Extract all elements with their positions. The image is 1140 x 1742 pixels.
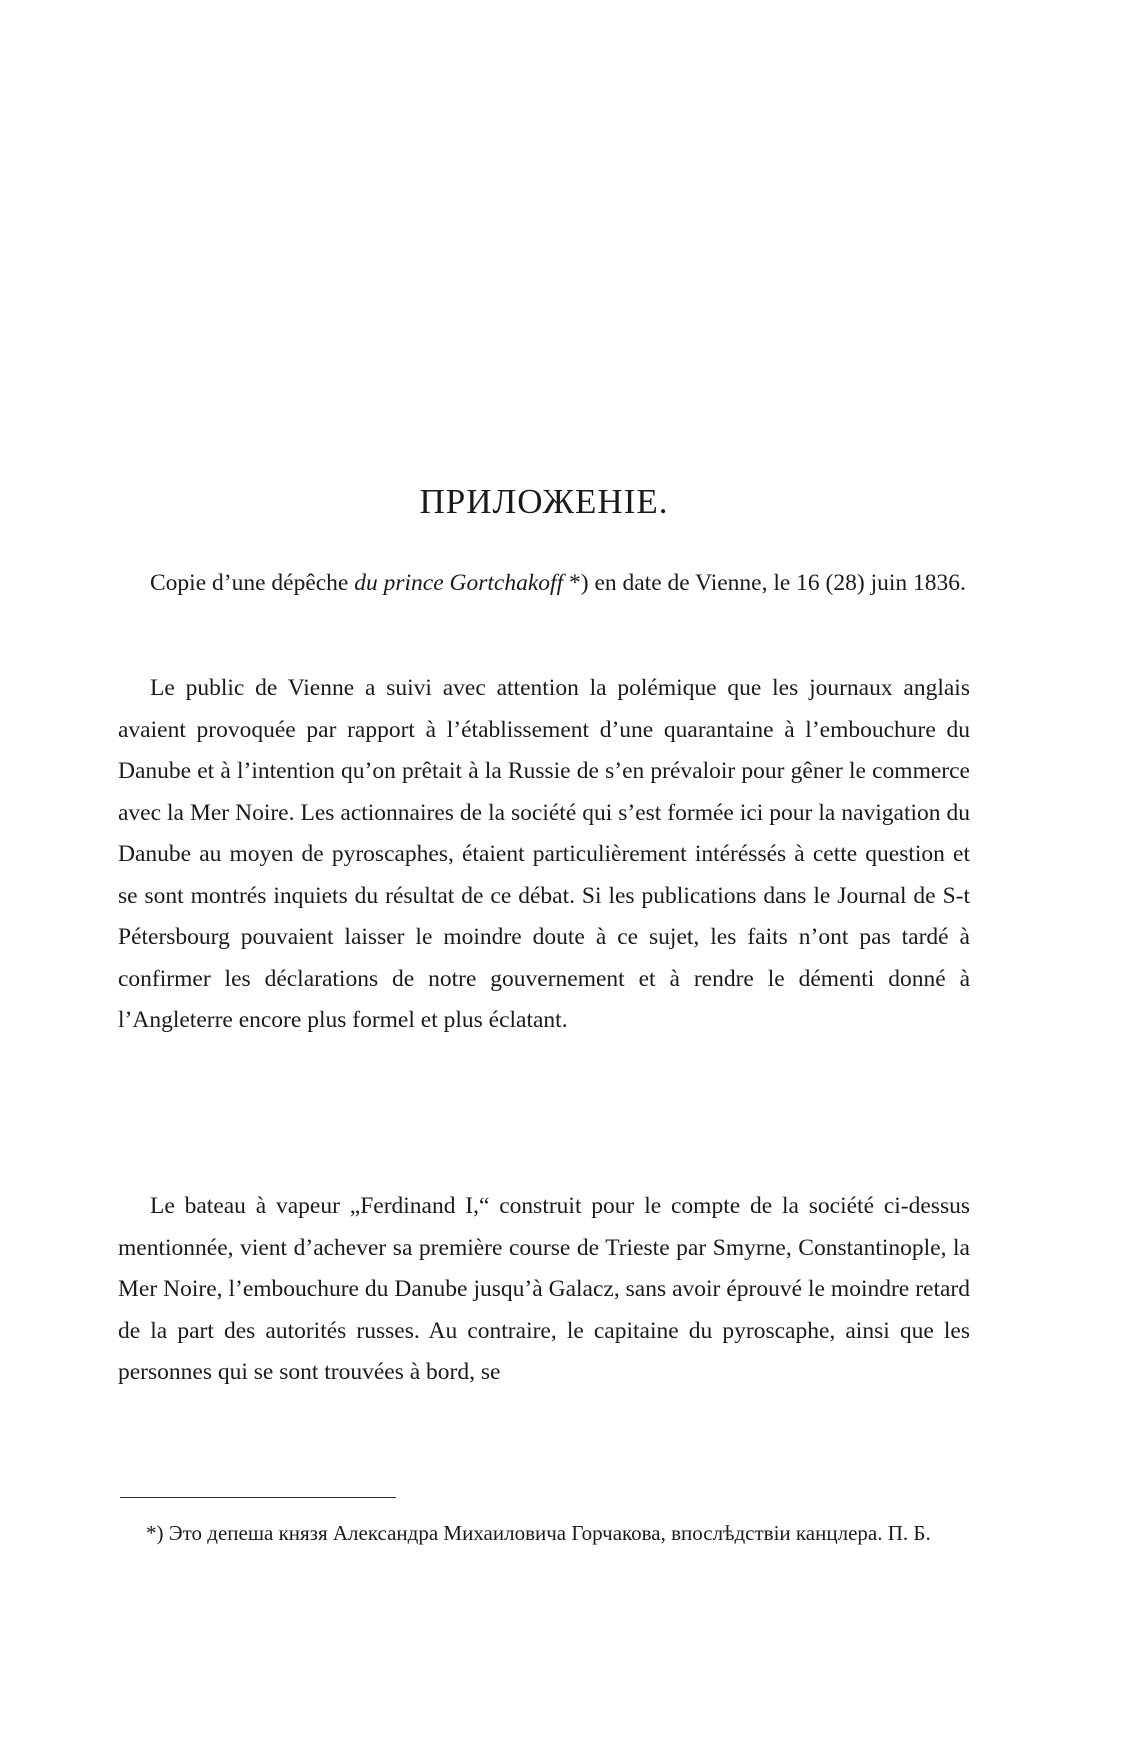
body-paragraph-2: Le bateau à vapeur „Ferdinand I,“ construit pour le compte de la société ci-dessus mentionnée, vient d’achever sa première course de Trieste par Smyrne, Constantinople, la Mer Noire, l’embouchure du Danube jusqu’à Galacz, sans avoir éprouvé le moindre retard de la part des autorités russes. Au contraire, le capitaine du pyroscaphe, ainsi que les personnes qui se sont trouvées à bord, se	[118, 1193, 970, 1385]
body-paragraph-1: Le public de Vienne a suivi avec attention la polémique que les journaux anglais avaient provoquée par rapport à l’établissement d’une quarantaine à l’embouchure du Danube et à l’intention qu’on prêtait à la Russie de s’en prévaloir pour gêner le commerce avec la Mer Noire. Les actionnaires de la société qui s’est formée ici pour la navigation du Danube au moyen de pyroscaphes, étaient particulièrement intéréssés à cette question et se sont montrés inquiets du résultat de ce débat. Si les publications dans le Journal de S-t Pétersbourg pouvaient laisser le moindre doute à ce sujet, les faits n’ont pas tardé à confirmer les déclarations de notre gouvernement et à rendre le démenti donné à l’Angleterre encore plus formel et plus éclatant.	[118, 675, 970, 1033]
subtitle-before: Copie d’une dépêche	[150, 570, 355, 596]
page-heading: ПРИЛОЖЕНІЕ.	[419, 482, 669, 521]
footnote: *) Это депеша князя Александра Михаиловича Горчакова, впослѣдствіи канцлера. П. Б.	[146, 1521, 931, 1545]
subtitle-italic: du prince Gortchakoff	[354, 570, 564, 596]
dispatch-subtitle	[118, 563, 970, 605]
footnote-marker: *)	[563, 570, 589, 596]
footnote-divider	[120, 1497, 396, 1498]
document-page	[118, 0, 970, 1742]
subtitle-after: en date de Vienne, le 16 (28) juin 1836.	[588, 570, 966, 596]
